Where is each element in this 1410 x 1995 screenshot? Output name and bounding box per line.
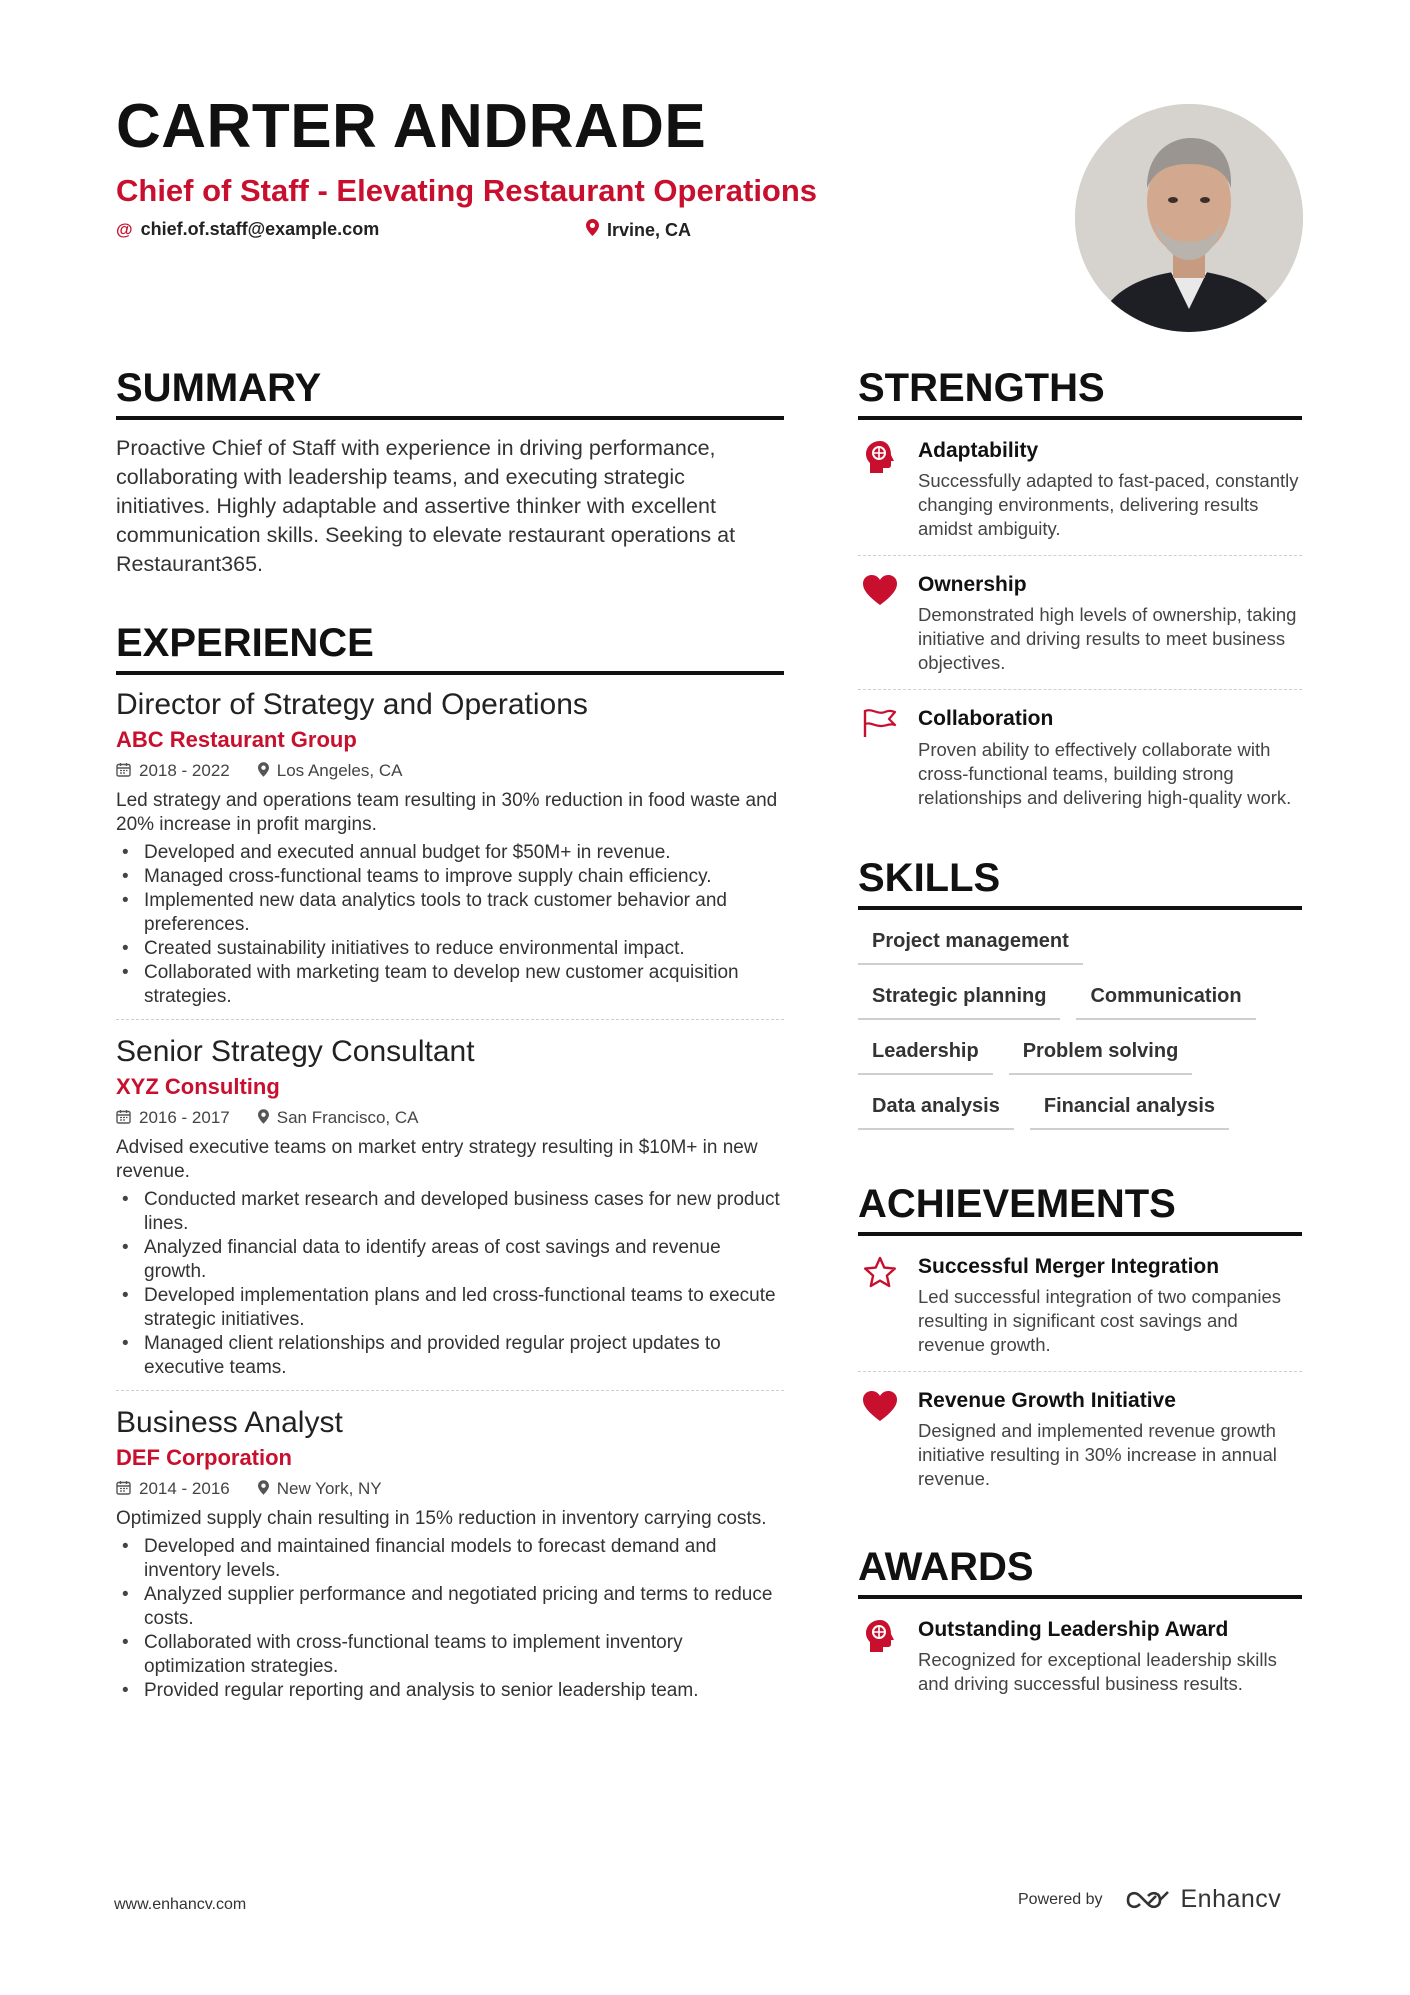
strength-body (918, 572, 1302, 675)
left-column (116, 368, 784, 1713)
achievement-body (918, 1254, 1302, 1357)
job-bullets (116, 1535, 784, 1703)
award-title: Outstanding Leadership Award (918, 1617, 1229, 1641)
skill-tag: Problem solving (1009, 1034, 1193, 1075)
job-dates-text: 2018 - 2022 (139, 761, 230, 780)
strength-item (858, 555, 1302, 689)
company-name[interactable]: ABC Restaurant Group (116, 727, 357, 752)
head-brain-icon (858, 1617, 902, 1696)
calendar-icon (116, 1109, 131, 1128)
award-body (918, 1617, 1302, 1696)
strengths-section (858, 368, 1302, 824)
bullet-item: • Developed and executed annual budget for $50M+ in revenue. (116, 841, 784, 865)
skill-tag: Strategic planning (858, 979, 1060, 1020)
strength-item (858, 689, 1302, 823)
strength-title: Adaptability (918, 439, 1039, 462)
bullet-item: • Analyzed financial data to identify areas of cost savings and revenue growth. (116, 1236, 784, 1284)
powered-by-label: Powered by (1018, 1890, 1103, 1908)
company-name[interactable]: XYZ Consulting (116, 1074, 280, 1099)
footer-website[interactable]: www.enhancv.com (114, 1896, 247, 1913)
job-title: Director of Strategy and Operations (116, 688, 588, 721)
job-dates (116, 761, 230, 781)
summary-section (116, 368, 784, 579)
strength-title: Collaboration (918, 707, 1054, 731)
strength-description: Demonstrated high levels of ownership, taking initiative and driving results to meet business objectives. (918, 604, 1297, 674)
bullet-item: • Collaborated with cross-functional teams to implement inventory optimization strategies. (116, 1631, 784, 1679)
achievement-description: Led successful integration of two companies resulting in significant cost savings and revenue growth. (918, 1285, 1282, 1355)
job-dates (116, 1479, 230, 1499)
achievement-title: Revenue Growth Initiative (918, 1388, 1176, 1412)
awards-section (858, 1544, 1302, 1710)
job-location (258, 1108, 419, 1128)
achievement-item (858, 1238, 1302, 1371)
bullet-item: • Managed cross-functional teams to improve supply chain efficiency. (116, 865, 784, 889)
calendar-icon (116, 762, 131, 781)
map-pin-icon (586, 219, 599, 241)
experience-heading: EXPERIENCE (116, 623, 784, 675)
skill-tag: Communication (1076, 979, 1255, 1020)
candidate-name: CARTER ANDRADE (116, 92, 707, 161)
strength-description: Successfully adapted to fast-paced, constantly changing environments, delivering results amidst ambiguity. (918, 470, 1299, 540)
star-icon (858, 1254, 902, 1357)
enhancv-brand-text: Enhancv (1180, 1885, 1282, 1913)
job-meta (116, 761, 784, 781)
job-entry (116, 1390, 784, 1713)
award-item (858, 1601, 1302, 1710)
job-title: Business Analyst (116, 1406, 343, 1439)
job-description: Led strategy and operations team resulting in 30% reduction in food waste and 20% increase in profit margins. (116, 790, 778, 835)
bullet-item: • Managed client relationships and provided regular project updates to executive teams. (116, 1332, 784, 1380)
job-bullets (116, 841, 784, 1009)
job-bullets (116, 1188, 784, 1380)
award-description: Recognized for exceptional leadership skills and driving successful business results. (918, 1649, 1277, 1695)
job-meta (116, 1108, 784, 1128)
candidate-headline: Chief of Staff - Elevating Restaurant Operations (116, 173, 818, 208)
profile-photo (1075, 104, 1303, 332)
flag-icon (858, 706, 902, 809)
skills-section (858, 855, 1302, 1130)
enhancv-logo-icon (1125, 1888, 1171, 1912)
job-location (258, 761, 403, 781)
calendar-icon (116, 1480, 131, 1499)
bullet-item: • Created sustainability initiatives to reduce environmental impact. (116, 937, 784, 961)
skill-tag: Data analysis (858, 1089, 1014, 1130)
achievement-title: Successful Merger Integration (918, 1254, 1220, 1278)
skill-tag: Project management (858, 924, 1083, 965)
location-text: Irvine, CA (607, 219, 692, 240)
right-column (858, 368, 1302, 1710)
strength-item (858, 422, 1302, 555)
contact-location (586, 219, 691, 241)
summary-heading: SUMMARY (116, 368, 784, 420)
job-location-text: San Francisco, CA (276, 1108, 419, 1127)
skill-tag: Leadership (858, 1034, 993, 1075)
strength-description: Proven ability to effectively collaborate with cross-functional teams, building strong relationships and delivering high-quality work. (918, 738, 1292, 808)
job-location-text: New York, NY (276, 1479, 382, 1498)
bullet-item: • Developed and maintained financial models to forecast demand and inventory levels. (116, 1535, 784, 1583)
map-pin-icon (258, 1109, 269, 1128)
job-entry (116, 687, 784, 1019)
skills-heading: SKILLS (858, 858, 1302, 910)
bullet-item: • Collaborated with marketing team to develop new customer acquisition strategies. (116, 961, 784, 1009)
achievements-heading: ACHIEVEMENTS (858, 1184, 1302, 1236)
email-text: chief.of.staff@example.com (140, 219, 380, 239)
job-description: Advised executive teams on market entry strategy resulting in $10M+ in new revenue. (116, 1137, 758, 1182)
map-pin-icon (258, 762, 269, 781)
achievement-body (918, 1388, 1302, 1491)
bullet-item: • Provided regular reporting and analysis to senior leadership team. (116, 1679, 784, 1703)
strengths-heading: STRENGTHS (858, 368, 1302, 420)
at-icon: @ (116, 219, 133, 239)
achievements-section (858, 1181, 1302, 1505)
job-description: Optimized supply chain resulting in 15% reduction in inventory carrying costs. (116, 1508, 767, 1529)
job-location-text: Los Angeles, CA (276, 761, 403, 780)
summary-text: Proactive Chief of Staff with experience in driving performance, collaborating with leadership teams, and executing strategic initiatives. Highly adaptable and assertive thinker with excellent communication skills. Seeking to elevate restaurant operations at Restaurant365. (116, 436, 736, 576)
job-entry (116, 1019, 784, 1390)
achievement-item (858, 1371, 1302, 1505)
job-dates-text: 2016 - 2017 (139, 1108, 230, 1127)
job-location (258, 1479, 382, 1499)
experience-section (116, 623, 784, 1713)
map-pin-icon (258, 1480, 269, 1499)
heart-icon (858, 1388, 902, 1491)
bullet-item: • Developed implementation plans and led cross-functional teams to execute strategic initiatives. (116, 1284, 784, 1332)
job-meta (116, 1479, 784, 1499)
bullet-item: • Analyzed supplier performance and negotiated pricing and terms to reduce costs. (116, 1583, 784, 1631)
job-dates-text: 2014 - 2016 (139, 1479, 230, 1498)
skills-row (858, 1034, 1302, 1075)
job-dates (116, 1108, 230, 1128)
skills-row (858, 924, 1302, 965)
enhancv-logo[interactable] (1125, 1885, 1282, 1914)
skill-tag: Financial analysis (1030, 1089, 1229, 1130)
head-brain-icon (858, 438, 902, 541)
achievement-description: Designed and implemented revenue growth initiative resulting in 30% increase in annual revenue. (918, 1419, 1277, 1489)
strength-body (918, 706, 1302, 809)
skills-row (858, 1089, 1302, 1130)
strength-body (918, 438, 1302, 541)
footer-branding (1018, 1885, 1281, 1914)
skills-row (858, 979, 1302, 1020)
bullet-item: • Conducted market research and developed business cases for new product lines. (116, 1188, 784, 1236)
bullet-item: • Implemented new data analytics tools to track customer behavior and preferences. (116, 889, 784, 937)
strength-title: Ownership (918, 573, 1027, 597)
contact-email[interactable] (116, 219, 379, 240)
job-title: Senior Strategy Consultant (116, 1035, 475, 1068)
company-name[interactable]: DEF Corporation (116, 1445, 292, 1470)
awards-heading: AWARDS (858, 1547, 1302, 1599)
heart-icon (858, 572, 902, 675)
